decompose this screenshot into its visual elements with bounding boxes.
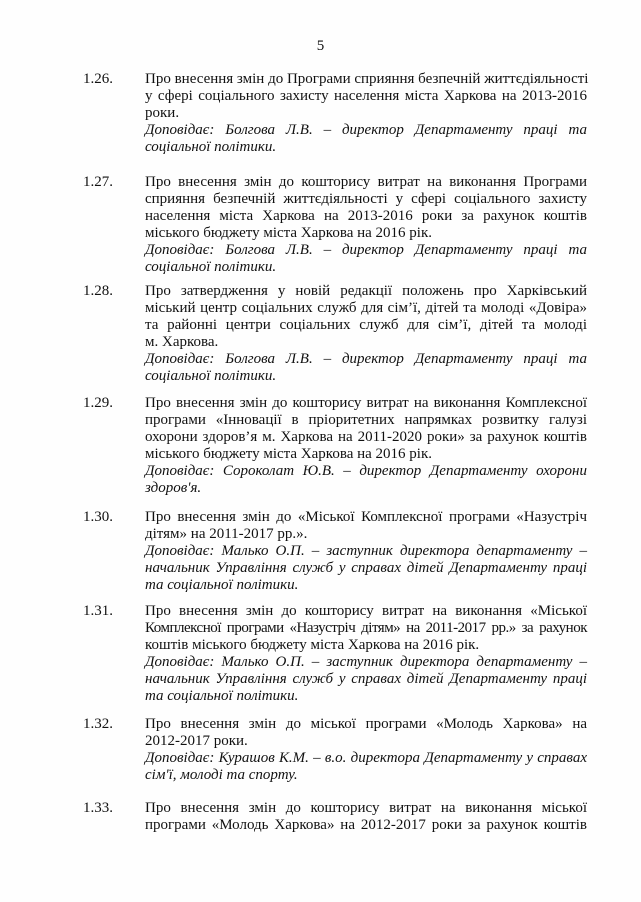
item-text-line: міського бюджету міста Харкова на 2016 рік. (145, 225, 433, 241)
speaker-line: Доповідає: Болгова Л.В. – директор Департаменту праці та (145, 351, 587, 367)
item-text-line: Про внесення змін до кошторису витрат на виконання міської (145, 800, 587, 816)
item-text-line: коштів міського бюджету міста Харкова на 2016 рік. (145, 637, 480, 653)
item-text-line: дітям» на 2011-2017 рр.». (145, 526, 308, 542)
item-text-line: Про внесення змін до кошторису витрат на виконання «Міської (145, 603, 587, 619)
item-text-line: Про затвердження у новій редакції положень про Харківський (145, 283, 587, 299)
item-number: 1.26. (83, 71, 113, 87)
item-body (145, 716, 587, 784)
item-text-line: 2012-2017 роки. (145, 733, 248, 749)
item-number: 1.27. (83, 174, 113, 190)
item-text-line: Про внесення змін до міської програми «Молодь Харкова» на (145, 716, 587, 732)
item-number: 1.32. (83, 716, 113, 732)
page-number: 5 (316, 38, 325, 54)
item-text-line: Про внесення змін до кошторису витрат на виконання Програми (145, 174, 587, 190)
item-number: 1.28. (83, 283, 113, 299)
speaker-line: та соціальної політики. (145, 688, 299, 704)
item-body (145, 800, 587, 834)
speaker-line: соціальної політики. (145, 368, 277, 384)
item-body (145, 509, 587, 594)
speaker-line: Доповідає: Курашов К.М. – в.о. директора Департаменту у справах (145, 750, 587, 766)
item-text-line: міський центр соціальних служб для сім’ї, дітей та молоді «Довіра» (145, 300, 587, 316)
item-text-line: населення міста Харкова на 2013-2016 роки за рахунок коштів (145, 208, 587, 224)
item-text-line: Комплексної програми «Назустріч дітям» на 2011-2017 рр.» за рахунок (145, 620, 587, 636)
item-body (145, 174, 587, 276)
item-text-line: програми «Молодь Харкова» на 2012-2017 роки за рахунок коштів (145, 817, 587, 833)
item-body (145, 283, 587, 385)
speaker-line: здоров'я. (145, 480, 202, 496)
speaker-line: соціальної політики. (145, 139, 277, 155)
item-text-line: та районні центри соціальних служб для сім’ї, дітей та молоді (145, 317, 587, 333)
item-text-line: Про внесення змін до «Міської Комплексної програми «Назустріч (145, 509, 587, 525)
item-text-line: Про внесення змін до Програми сприяння безпечній життєдіяльності (145, 71, 589, 87)
item-text-line: роки. (145, 105, 180, 121)
speaker-line: сім'ї, молоді та спорту. (145, 767, 298, 783)
speaker-line: начальник Управління служб у справах дітей Департаменту праці (145, 671, 587, 687)
item-body (145, 395, 587, 497)
item-text-line: у сфері соціального захисту населення міста Харкова на 2013-2016 (145, 88, 587, 104)
speaker-line: та соціальної політики. (145, 577, 299, 593)
item-text-line: охорони здоров’я м. Харкова на 2011-2020 роки» за рахунок коштів (145, 429, 587, 445)
item-text-line: програми «Інновації в пріоритетних напрямках розвитку галузі (145, 412, 587, 428)
item-body (145, 71, 587, 156)
item-number: 1.29. (83, 395, 113, 411)
speaker-line: Доповідає: Малько О.П. – заступник директора департаменту – (145, 543, 587, 559)
speaker-line: Доповідає: Сороколат Ю.В. – директор Департаменту охорони (145, 463, 587, 479)
item-number: 1.30. (83, 509, 113, 525)
item-text-line: Про внесення змін до кошторису витрат на виконання Комплексної (145, 395, 587, 411)
item-number: 1.33. (83, 800, 113, 816)
item-number: 1.31. (83, 603, 113, 619)
item-text-line: міського бюджету міста Харкова на 2016 рік. (145, 446, 433, 462)
item-body (145, 603, 587, 705)
speaker-line: Доповідає: Болгова Л.В. – директор Департаменту праці та (145, 242, 587, 258)
speaker-line: начальник Управління служб у справах дітей Департаменту праці (145, 560, 587, 576)
speaker-line: Доповідає: Малько О.П. – заступник директора департаменту – (145, 654, 587, 670)
item-text-line: м. Харкова. (145, 334, 219, 350)
speaker-line: Доповідає: Болгова Л.В. – директор Департаменту праці та (145, 122, 587, 138)
speaker-line: соціальної політики. (145, 259, 277, 275)
item-text-line: сприяння безпечній життєдіяльності у сфері соціального захисту (145, 191, 587, 207)
